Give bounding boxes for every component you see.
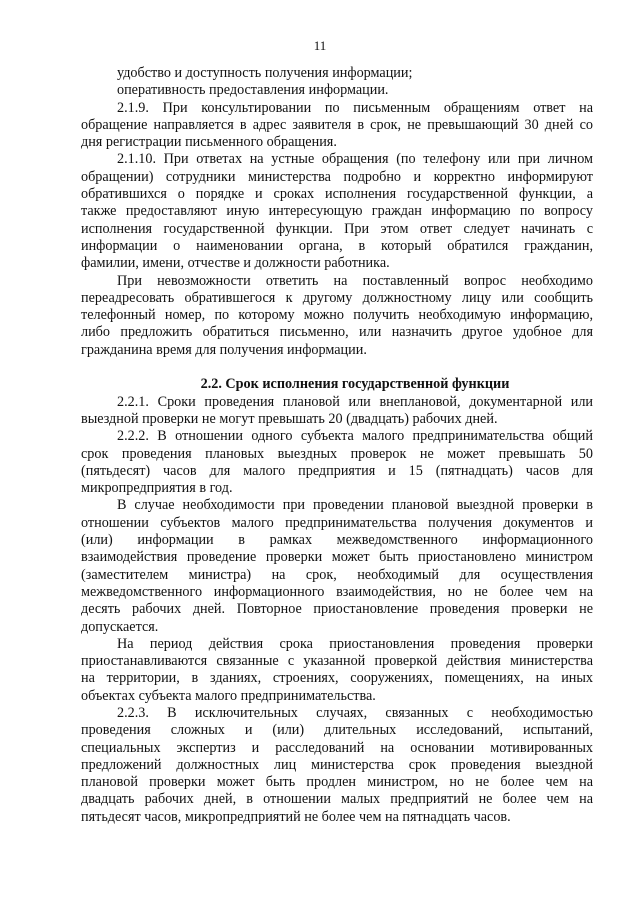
paragraph — [117, 65, 593, 82]
text-line: телефонный номер, по которому можно получить необходимую информацию, — [81, 307, 593, 324]
text-line: На период действия срока приостановления проведения проверки — [117, 635, 593, 652]
text-line: дня регистрации письменного обращения. — [81, 134, 337, 151]
text-line: обратившихся о порядке и сроках исполнения государственной функции, а — [81, 186, 593, 203]
section-spacer — [117, 359, 593, 376]
text-line: плановой проверки может быть продлен министром, но не более чем на — [81, 774, 593, 791]
paragraph — [81, 99, 593, 152]
text-line: пятьдесят часов, микропредприятий не более чем на пятнадцать часов. — [81, 808, 511, 825]
text-line: двадцать рабочих дней, в отношении малых предприятий не более чем на — [81, 791, 593, 808]
text-line: 2.2.3. В исключительных случаях, связанных с необходимостью — [117, 704, 593, 721]
text-line: оперативность предоставления информации. — [117, 82, 389, 99]
text-line: приостанавливаются связанные с указанной проверкой действия министерства — [81, 653, 593, 670]
paragraph — [81, 151, 593, 272]
text-line: При невозможности ответить на поставленный вопрос необходимо — [117, 272, 593, 289]
text-line: гражданина время для получения информации. — [81, 341, 367, 358]
text-line: 2.1.10. При ответах на устные обращения (по телефону или при личном — [117, 151, 593, 168]
text-line: фамилии, имени, отчестве и должности работника. — [81, 255, 390, 272]
text-line: обращение направляется в адрес заявителя в срок, не превышающий 30 дней со — [81, 116, 593, 133]
page-number: 11 — [313, 38, 327, 53]
text-line: объектах субъекта малого предпринимательства. — [81, 687, 376, 704]
text-line: 2.2.2. В отношении одного субъекта малого предпринимательства общий — [117, 428, 593, 445]
text-line: (заместителем министра) на срок, необходимый для осуществления — [81, 566, 593, 583]
text-line: взаимодействия проведение проверки может быть приостановлено министром — [81, 549, 593, 566]
paragraph — [81, 704, 593, 826]
paragraph — [81, 428, 593, 497]
text-line: (или) информации в рамках межведомственного информационного — [81, 532, 593, 549]
text-line: межведомственного информационного взаимодействия, но не более чем на — [81, 583, 593, 600]
paragraph — [117, 82, 593, 99]
paragraph — [81, 272, 593, 359]
text-line: выездной проверки не могут превышать 20 (двадцать) рабочих дней. — [81, 410, 498, 427]
document-body — [81, 65, 593, 826]
text-line: (пятьдесят) часов для малого предприятия и 15 (пятнадцать) часов для — [81, 462, 593, 479]
text-line: на территории, в зданиях, строениях, сооружениях, помещениях, на иных — [81, 670, 593, 687]
paragraph — [81, 635, 593, 705]
text-line: исполнения государственной функции. При этом ответ следует начинать с — [81, 220, 593, 237]
paragraph — [81, 393, 593, 429]
text-line: 2.2.1. Сроки проведения плановой или внеплановой, документарной или — [117, 393, 593, 410]
text-line: 2.1.9. При консультировании по письменным обращениям ответ на — [117, 99, 593, 116]
text-line: либо предложить обратиться письменно, или назначить другое удобное для — [81, 324, 593, 341]
text-line: допускается. — [81, 618, 159, 635]
paragraph — [81, 497, 593, 635]
text-line: предложений должностных лиц министерства срок проведения выездной — [81, 756, 593, 773]
text-line: специальных экспертиз и расследований на основании мотивированных — [81, 739, 593, 756]
text-line: также предоставляют иную интересующую граждан информацию по вопросу — [81, 203, 593, 220]
text-line: обращении) сотрудники министерства подробно и корректно информируют — [81, 168, 593, 185]
text-line: микропредприятия в год. — [81, 480, 233, 497]
text-line: проведения сложных и (или) длительных исследований, испытаний, — [81, 722, 593, 739]
text-line: удобство и доступность получения информации; — [117, 65, 413, 81]
text-line: срок проведения плановых выездных проверок не может превышать 50 — [81, 445, 593, 462]
text-line: отношении субъектов малого предпринимательства получения документов и — [81, 514, 593, 531]
text-line: десять рабочих дней. Повторное приостановление проведения проверки не — [81, 601, 593, 618]
section-heading: 2.2. Срок исполнения государственной функции — [200, 376, 510, 393]
text-line: информации о наименовании органа, в который обратился гражданин, — [81, 237, 593, 254]
text-line: В случае необходимости при проведении плановой выездной проверки в — [117, 497, 593, 514]
text-line: переадресовать обратившегося к другому должностному лицу или сообщить — [81, 289, 593, 306]
